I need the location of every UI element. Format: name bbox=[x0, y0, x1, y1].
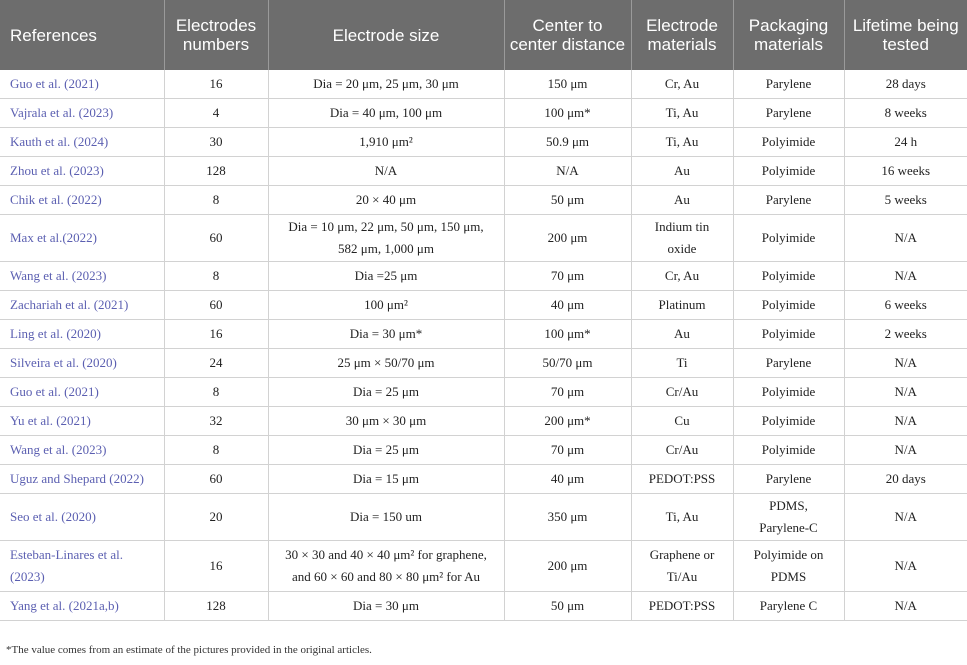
cell-electrode-material: PEDOT:PSS bbox=[631, 592, 733, 621]
cell-center-distance: 70 μm bbox=[504, 262, 631, 291]
cell-electrode-count: 60 bbox=[164, 215, 268, 262]
reference-link[interactable]: Yu et al. (2021) bbox=[0, 407, 164, 436]
table-row bbox=[0, 70, 967, 99]
reference-link[interactable]: Zhou et al. (2023) bbox=[0, 157, 164, 186]
cell-electrode-material: Au bbox=[631, 157, 733, 186]
cell-electrode-count: 24 bbox=[164, 349, 268, 378]
reference-link[interactable]: Wang et al. (2023) bbox=[0, 436, 164, 465]
cell-lifetime: 2 weeks bbox=[844, 320, 967, 349]
cell-electrode-material: Platinum bbox=[631, 291, 733, 320]
cell-packaging-material: Polyimide bbox=[733, 378, 844, 407]
cell-electrode-count: 128 bbox=[164, 157, 268, 186]
reference-link[interactable]: Chik et al. (2022) bbox=[0, 186, 164, 215]
cell-center-distance: 200 μm bbox=[504, 215, 631, 262]
table-row bbox=[0, 592, 967, 621]
reference-link[interactable]: Uguz and Shepard (2022) bbox=[0, 465, 164, 494]
cell-lifetime: 20 days bbox=[844, 465, 967, 494]
cell-center-distance: 40 μm bbox=[504, 465, 631, 494]
cell-electrode-material: Au bbox=[631, 320, 733, 349]
cell-electrode-size: Dia =25 μm bbox=[268, 262, 504, 291]
cell-electrode-count: 16 bbox=[164, 541, 268, 592]
table-row bbox=[0, 436, 967, 465]
cell-electrode-material: Cr/Au bbox=[631, 436, 733, 465]
cell-center-distance: 350 μm bbox=[504, 494, 631, 541]
cell-electrode-count: 8 bbox=[164, 186, 268, 215]
cell-center-distance: 200 μm bbox=[504, 541, 631, 592]
cell-electrode-material: Cr/Au bbox=[631, 378, 733, 407]
cell-electrode-size: N/A bbox=[268, 157, 504, 186]
cell-center-distance: N/A bbox=[504, 157, 631, 186]
reference-link[interactable]: Max et al.(2022) bbox=[0, 215, 164, 262]
cell-packaging-material: Polyimide bbox=[733, 157, 844, 186]
reference-link[interactable]: Vajrala et al. (2023) bbox=[0, 99, 164, 128]
cell-lifetime: N/A bbox=[844, 215, 967, 262]
cell-packaging-material: Polyimide bbox=[733, 262, 844, 291]
cell-electrode-size: Dia = 25 μm bbox=[268, 378, 504, 407]
cell-lifetime: 28 days bbox=[844, 70, 967, 99]
reference-link[interactable]: Guo et al. (2021) bbox=[0, 378, 164, 407]
cell-lifetime: N/A bbox=[844, 494, 967, 541]
cell-lifetime: N/A bbox=[844, 592, 967, 621]
reference-link[interactable]: Yang et al. (2021a,b) bbox=[0, 592, 164, 621]
cell-electrode-size: 30 μm × 30 μm bbox=[268, 407, 504, 436]
cell-lifetime: N/A bbox=[844, 378, 967, 407]
table-footnote: *The value comes from an estimate of the pictures provided in the original articles. bbox=[6, 644, 372, 656]
reference-link[interactable]: Zachariah et al. (2021) bbox=[0, 291, 164, 320]
cell-electrode-size: 1,910 μm² bbox=[268, 128, 504, 157]
cell-lifetime: 16 weeks bbox=[844, 157, 967, 186]
table-row bbox=[0, 320, 967, 349]
cell-electrode-size: 30 × 30 and 40 × 40 μm² for graphene, and 60 × 60 and 80 × 80 μm² for Au bbox=[268, 541, 504, 592]
cell-packaging-material: Polyimide bbox=[733, 215, 844, 262]
cell-electrode-material: Ti, Au bbox=[631, 99, 733, 128]
cell-lifetime: 8 weeks bbox=[844, 99, 967, 128]
cell-electrode-material: Ti, Au bbox=[631, 494, 733, 541]
cell-lifetime: N/A bbox=[844, 436, 967, 465]
cell-center-distance: 70 μm bbox=[504, 378, 631, 407]
reference-link[interactable]: Esteban-Linares et al. (2023) bbox=[0, 541, 164, 592]
cell-electrode-material: PEDOT:PSS bbox=[631, 465, 733, 494]
table-row bbox=[0, 157, 967, 186]
cell-packaging-material: Parylene bbox=[733, 99, 844, 128]
cell-electrode-material: Ti, Au bbox=[631, 128, 733, 157]
col-header-references: References bbox=[0, 0, 164, 70]
cell-lifetime: 6 weeks bbox=[844, 291, 967, 320]
cell-center-distance: 50 μm bbox=[504, 186, 631, 215]
cell-electrode-count: 128 bbox=[164, 592, 268, 621]
col-header-packaging-materials: Packaging materials bbox=[733, 0, 844, 70]
table-row bbox=[0, 349, 967, 378]
cell-center-distance: 50 μm bbox=[504, 592, 631, 621]
cell-packaging-material: Polyimide bbox=[733, 407, 844, 436]
cell-lifetime: 24 h bbox=[844, 128, 967, 157]
cell-electrode-count: 20 bbox=[164, 494, 268, 541]
col-header-electrode-materials: Electrode materials bbox=[631, 0, 733, 70]
table-row bbox=[0, 99, 967, 128]
cell-electrode-size: Dia = 30 μm* bbox=[268, 320, 504, 349]
cell-electrode-count: 30 bbox=[164, 128, 268, 157]
cell-electrode-size: Dia = 30 μm bbox=[268, 592, 504, 621]
cell-electrode-count: 8 bbox=[164, 436, 268, 465]
table-row bbox=[0, 378, 967, 407]
cell-packaging-material: Polyimide bbox=[733, 436, 844, 465]
cell-packaging-material: Parylene C bbox=[733, 592, 844, 621]
reference-link[interactable]: Guo et al. (2021) bbox=[0, 70, 164, 99]
cell-packaging-material: Polyimide on PDMS bbox=[733, 541, 844, 592]
cell-electrode-count: 16 bbox=[164, 320, 268, 349]
table-row bbox=[0, 465, 967, 494]
cell-electrode-size: Dia = 15 μm bbox=[268, 465, 504, 494]
cell-center-distance: 100 μm* bbox=[504, 320, 631, 349]
cell-electrode-count: 60 bbox=[164, 465, 268, 494]
cell-electrode-material: Cr, Au bbox=[631, 262, 733, 291]
cell-packaging-material: Polyimide bbox=[733, 291, 844, 320]
table-row bbox=[0, 128, 967, 157]
table-row bbox=[0, 541, 967, 592]
cell-electrode-material: Cu bbox=[631, 407, 733, 436]
table-row bbox=[0, 215, 967, 262]
cell-packaging-material: PDMS, Parylene-C bbox=[733, 494, 844, 541]
cell-center-distance: 100 μm* bbox=[504, 99, 631, 128]
cell-electrode-count: 8 bbox=[164, 378, 268, 407]
cell-lifetime: N/A bbox=[844, 541, 967, 592]
cell-packaging-material: Polyimide bbox=[733, 320, 844, 349]
cell-center-distance: 200 μm* bbox=[504, 407, 631, 436]
cell-packaging-material: Parylene bbox=[733, 186, 844, 215]
table-row bbox=[0, 262, 967, 291]
cell-electrode-size: Dia = 20 μm, 25 μm, 30 μm bbox=[268, 70, 504, 99]
cell-electrode-material: Ti bbox=[631, 349, 733, 378]
cell-center-distance: 50/70 μm bbox=[504, 349, 631, 378]
cell-electrode-size: Dia = 40 μm, 100 μm bbox=[268, 99, 504, 128]
table-row bbox=[0, 407, 967, 436]
cell-center-distance: 150 μm bbox=[504, 70, 631, 99]
reference-link[interactable]: Ling et al. (2020) bbox=[0, 320, 164, 349]
cell-lifetime: N/A bbox=[844, 407, 967, 436]
table-row bbox=[0, 494, 967, 541]
cell-center-distance: 40 μm bbox=[504, 291, 631, 320]
table-row bbox=[0, 291, 967, 320]
table-row bbox=[0, 186, 967, 215]
reference-link[interactable]: Silveira et al. (2020) bbox=[0, 349, 164, 378]
cell-electrode-count: 60 bbox=[164, 291, 268, 320]
cell-electrode-material: Cr, Au bbox=[631, 70, 733, 99]
cell-electrode-size: Dia = 10 μm, 22 μm, 50 μm, 150 μm, 582 μm, 1,000 μm bbox=[268, 215, 504, 262]
cell-electrode-material: Au bbox=[631, 186, 733, 215]
col-header-lifetime: Lifetime being tested bbox=[844, 0, 967, 70]
cell-packaging-material: Parylene bbox=[733, 349, 844, 378]
cell-packaging-material: Polyimide bbox=[733, 128, 844, 157]
cell-electrode-material: Indium tin oxide bbox=[631, 215, 733, 262]
reference-link[interactable]: Seo et al. (2020) bbox=[0, 494, 164, 541]
reference-link[interactable]: Kauth et al. (2024) bbox=[0, 128, 164, 157]
cell-lifetime: N/A bbox=[844, 349, 967, 378]
cell-electrode-count: 8 bbox=[164, 262, 268, 291]
cell-electrode-size: Dia = 150 um bbox=[268, 494, 504, 541]
col-header-center-distance: Center to center distance bbox=[504, 0, 631, 70]
cell-center-distance: 50.9 μm bbox=[504, 128, 631, 157]
cell-electrode-count: 4 bbox=[164, 99, 268, 128]
cell-packaging-material: Parylene bbox=[733, 70, 844, 99]
cell-electrode-count: 32 bbox=[164, 407, 268, 436]
cell-lifetime: 5 weeks bbox=[844, 186, 967, 215]
cell-electrode-size: 100 μm² bbox=[268, 291, 504, 320]
cell-electrode-size: Dia = 25 μm bbox=[268, 436, 504, 465]
cell-electrode-size: 20 × 40 μm bbox=[268, 186, 504, 215]
cell-electrode-count: 16 bbox=[164, 70, 268, 99]
reference-link[interactable]: Wang et al. (2023) bbox=[0, 262, 164, 291]
cell-center-distance: 70 μm bbox=[504, 436, 631, 465]
col-header-electrode-size: Electrode size bbox=[268, 0, 504, 70]
header-row bbox=[0, 0, 967, 70]
cell-lifetime: N/A bbox=[844, 262, 967, 291]
col-header-electrodes-numbers: Electrodes numbers bbox=[164, 0, 268, 70]
cell-packaging-material: Parylene bbox=[733, 465, 844, 494]
table-body bbox=[0, 70, 967, 621]
cell-electrode-material: Graphene or Ti/Au bbox=[631, 541, 733, 592]
cell-electrode-size: 25 μm × 50/70 μm bbox=[268, 349, 504, 378]
